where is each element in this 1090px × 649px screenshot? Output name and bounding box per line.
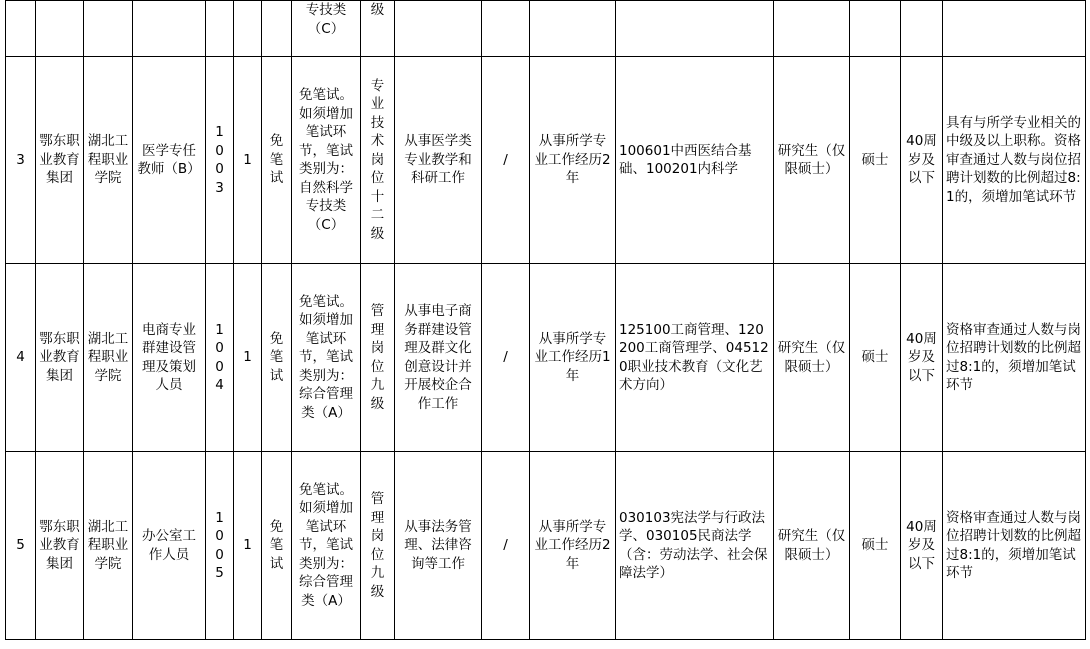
cell-exam	[262, 452, 292, 640]
cell-level-text: 管理岗位九级	[370, 303, 385, 412]
cell-empty	[943, 1, 1086, 57]
cell-code-text: 1005	[215, 509, 224, 581]
cell-degree: 硕士	[850, 57, 901, 264]
cell-level-text: 级	[370, 2, 385, 18]
cell-education: 研究生（仅限硕士）	[774, 452, 850, 640]
cell-code-text: 1004	[215, 321, 224, 393]
cell-unit: 湖北工程职业学院	[84, 264, 133, 452]
cell-level	[361, 452, 395, 640]
cell-empty	[530, 1, 616, 57]
cell-empty	[133, 1, 206, 57]
cell-duty: 从事医学类专业教学和科研工作	[395, 57, 482, 264]
cell-level-text: 专业技术岗位十二级	[370, 77, 385, 242]
cell-major: 125100工商管理、120200工商管理学、045120职业技术教育（文化艺术方向）	[616, 264, 774, 452]
cell-empty	[482, 1, 530, 57]
cell-major: 100601中西医结合基础、100201内科学	[616, 57, 774, 264]
cell-no: 3	[6, 57, 36, 264]
cell-no: 5	[6, 452, 36, 640]
cell-empty	[850, 1, 901, 57]
cell-code	[206, 264, 234, 452]
cell-degree: 硕士	[850, 264, 901, 452]
cell-education: 研究生（仅限硕士）	[774, 57, 850, 264]
cell-experience: 从事所学专业工作经历2年	[530, 452, 616, 640]
table-row	[6, 264, 1086, 452]
cell-code	[206, 452, 234, 640]
table-row	[6, 452, 1086, 640]
cell-code	[206, 57, 234, 264]
cell-code-text: 1003	[215, 124, 224, 196]
cell-exam-text: 免笔试	[269, 330, 284, 384]
cell-level-text: 管理岗位九级	[370, 491, 385, 600]
cell-count: 1	[234, 264, 262, 452]
cell-remark: 资格审查通过人数与岗位招聘计划数的比例超过8:1的，须增加笔试环节	[943, 452, 1086, 640]
cell-empty	[774, 1, 850, 57]
cell-dept: 鄂东职业教育集团	[36, 57, 84, 264]
cell-exam-note: 专技类（C）	[292, 1, 361, 57]
cell-exam-note: 免笔试。如须增加笔试环节，笔试类别为：综合管理类（A）	[292, 452, 361, 640]
cell-age: 40周岁及以下	[901, 264, 943, 452]
cell-exam-note: 免笔试。如须增加笔试环节，笔试类别为：综合管理类（A）	[292, 264, 361, 452]
cell-other: /	[482, 57, 530, 264]
cell-education: 研究生（仅限硕士）	[774, 264, 850, 452]
cell-age: 40周岁及以下	[901, 452, 943, 640]
cell-level	[361, 264, 395, 452]
cell-empty	[395, 1, 482, 57]
cell-dept: 鄂东职业教育集团	[36, 452, 84, 640]
cell-other: /	[482, 452, 530, 640]
cell-empty	[84, 1, 133, 57]
cell-remark: 资格审查通过人数与岗位招聘计划数的比例超过8:1的，须增加笔试环节	[943, 264, 1086, 452]
cell-level	[361, 57, 395, 264]
recruitment-table-sheet	[5, 0, 1085, 642]
cell-exam	[262, 264, 292, 452]
cell-position: 办公室工作人员	[133, 452, 206, 640]
cell-empty	[6, 1, 36, 57]
cell-level	[361, 1, 395, 57]
cell-duty: 从事法务管理、法律咨询等工作	[395, 452, 482, 640]
cell-exam-text: 免笔试	[269, 133, 284, 187]
cell-other: /	[482, 264, 530, 452]
cell-empty	[901, 1, 943, 57]
cell-position: 电商专业群建设管理及策划人员	[133, 264, 206, 452]
cell-age: 40周岁及以下	[901, 57, 943, 264]
cell-no: 4	[6, 264, 36, 452]
table-row	[6, 57, 1086, 264]
cell-count: 1	[234, 452, 262, 640]
cell-position: 医学专任教师（B）	[133, 57, 206, 264]
cell-duty: 从事电子商务群建设管理及群文化创意设计并开展校企合作工作	[395, 264, 482, 452]
table-row-continued	[6, 1, 1086, 57]
cell-degree: 硕士	[850, 452, 901, 640]
cell-count: 1	[234, 57, 262, 264]
cell-major: 030103宪法学与行政法学、030105民商法学（含：劳动法学、社会保障法学）	[616, 452, 774, 640]
cell-experience: 从事所学专业工作经历1年	[530, 264, 616, 452]
cell-empty	[206, 1, 234, 57]
cell-exam-text: 免笔试	[269, 518, 284, 572]
recruitment-table	[5, 0, 1086, 640]
cell-exam-note: 免笔试。如须增加笔试环节，笔试类别为：自然科学专技类（C）	[292, 57, 361, 264]
cell-unit: 湖北工程职业学院	[84, 57, 133, 264]
cell-empty	[262, 1, 292, 57]
cell-unit: 湖北工程职业学院	[84, 452, 133, 640]
cell-empty	[616, 1, 774, 57]
cell-remark: 具有与所学专业相关的中级及以上职称。资格审查通过人数与岗位招聘计划数的比例超过8:1的，须增加笔试环节	[943, 57, 1086, 264]
cell-experience: 从事所学专业工作经历2年	[530, 57, 616, 264]
cell-empty	[36, 1, 84, 57]
cell-dept: 鄂东职业教育集团	[36, 264, 84, 452]
cell-exam	[262, 57, 292, 264]
cell-empty	[234, 1, 262, 57]
